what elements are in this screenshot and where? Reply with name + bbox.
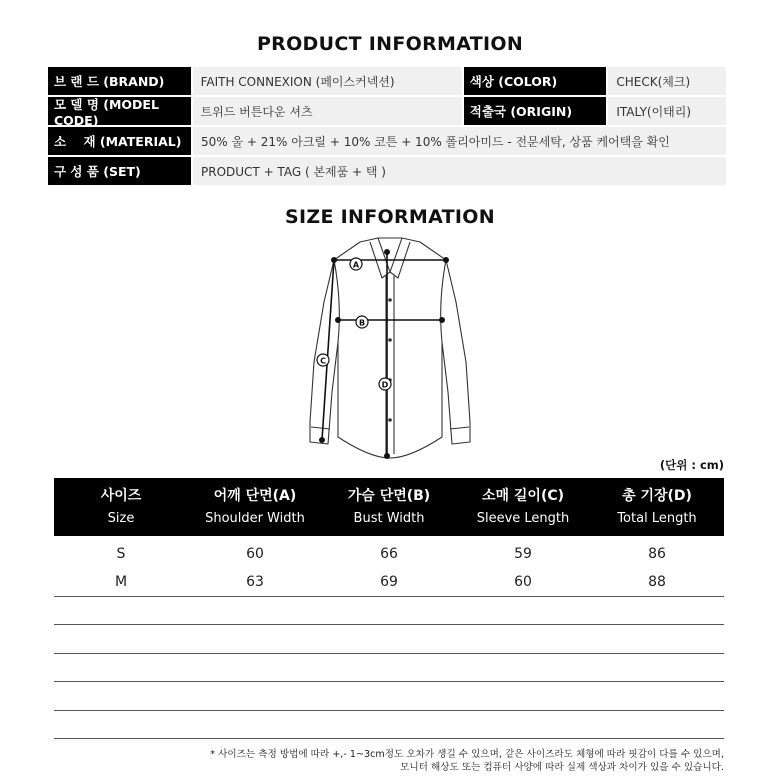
header-total: [590, 478, 724, 536]
cell-sleeve: [456, 625, 590, 653]
info-row-model: [48, 96, 726, 128]
set-label: 구 성 품 (SET): [48, 157, 191, 185]
cell-size: [54, 711, 188, 739]
cell-shoulder: [188, 682, 322, 710]
cell-sleeve: [456, 654, 590, 682]
cell-shoulder: [188, 597, 322, 625]
cell-bust: 66: [380, 546, 398, 562]
header-size: [54, 478, 188, 536]
table-row: [54, 654, 724, 683]
cell-total: [590, 597, 724, 625]
label-a: A: [352, 260, 360, 270]
header-size-en: Size: [107, 510, 135, 526]
size-note-line-2: 모니터 해상도 또는 컴퓨터 사양에 따라 실제 색상과 차이가 있을 수 있습니다.: [400, 762, 724, 773]
cell-total: [590, 711, 724, 739]
cell-size: S: [116, 546, 126, 562]
header-sleeve-ko: 소매 길이(C): [481, 487, 565, 504]
header-shoulder-ko: 어깨 단면(A): [213, 487, 297, 504]
cell-size: [54, 597, 188, 625]
set-value: PRODUCT + TAG ( 본제품 + 택 ): [193, 157, 726, 185]
table-row: [54, 540, 724, 568]
size-information-title: SIZE INFORMATION: [285, 206, 495, 228]
size-table-body: [54, 540, 724, 739]
brand-value: FAITH CONNEXION (페이스커넥션): [193, 67, 462, 95]
table-row: [54, 625, 724, 654]
table-row: [54, 711, 724, 740]
material-value: 50% 울 + 21% 아크릴 + 10% 코튼 + 10% 폴리아미드 - 전문세탁, 상품 케어택을 확인: [193, 127, 726, 155]
cell-shoulder: 63: [246, 573, 264, 590]
label-b: B: [358, 318, 366, 328]
header-shoulder-en: Shoulder Width: [205, 510, 305, 526]
label-b-marker: [356, 316, 368, 328]
table-row: [54, 568, 724, 597]
model-value: 트위드 버튼다운 셔츠: [193, 97, 462, 125]
cell-size: M: [114, 573, 128, 590]
cell-bust: [322, 682, 456, 710]
cell-sleeve: [456, 711, 590, 739]
cell-sleeve: 60: [514, 573, 532, 590]
model-label: 모 델 명 (MODEL CODE): [48, 97, 191, 125]
size-table-header: [54, 478, 724, 536]
cell-bust: [322, 597, 456, 625]
product-information-title: PRODUCT INFORMATION: [256, 33, 524, 55]
cell-total: 88: [648, 573, 666, 590]
cell-total: [590, 654, 724, 682]
cell-sleeve: 59: [514, 546, 532, 562]
cell-shoulder: 60: [246, 546, 264, 562]
label-d-marker: [379, 378, 391, 390]
cell-total: [590, 625, 724, 653]
cell-sleeve: [456, 682, 590, 710]
shirt-measurement-diagram: [290, 232, 490, 464]
origin-value: ITALY(이태리): [608, 97, 726, 125]
product-info-table: [48, 67, 726, 187]
label-c: C: [320, 356, 326, 366]
measurement-lines: [320, 250, 448, 458]
material-label: 소 재 (MATERIAL): [48, 127, 191, 155]
cell-total: 86: [648, 546, 666, 562]
cell-sleeve: [456, 597, 590, 625]
shirt-buttons: [388, 298, 392, 422]
header-shoulder: [188, 478, 322, 536]
cell-size: [54, 654, 188, 682]
cell-bust: [322, 654, 456, 682]
cell-bust: 69: [380, 573, 398, 590]
label-c-marker: [317, 354, 329, 366]
unit-label: (단위 : cm): [659, 458, 724, 472]
label-d: D: [381, 380, 389, 390]
label-a-marker: [350, 258, 362, 270]
header-bust-ko: 가슴 단면(B): [347, 487, 431, 504]
size-note-line-1: * 사이즈는 측정 방법에 따라 +,- 1~3cm정도 오차가 생길 수 있으며, 같은 사이즈라도 체형에 따라 핏감이 다를 수 있으며,: [210, 749, 724, 760]
brand-label: 브 랜 드 (BRAND): [48, 67, 191, 95]
table-row: [54, 597, 724, 626]
header-total-ko: 총 기장(D): [622, 487, 692, 504]
info-row-set: [48, 157, 726, 185]
cell-size: [54, 682, 188, 710]
header-sleeve: [456, 478, 590, 536]
header-total-en: Total Length: [617, 510, 697, 526]
info-row-material: [48, 127, 726, 155]
cell-shoulder: [188, 625, 322, 653]
cell-shoulder: [188, 711, 322, 739]
header-size-ko: 사이즈: [100, 487, 142, 504]
color-label: 색상 (COLOR): [464, 67, 607, 95]
header-bust-en: Bust Width: [353, 510, 425, 526]
origin-label: 적출국 (ORIGIN): [464, 97, 607, 125]
table-row: [54, 682, 724, 711]
header-sleeve-en: Sleeve Length: [476, 510, 570, 526]
cell-size: [54, 625, 188, 653]
cell-shoulder: [188, 654, 322, 682]
info-row-brand: [48, 67, 726, 95]
cell-bust: [322, 625, 456, 653]
color-value: CHECK(체크): [608, 67, 726, 95]
cell-total: [590, 682, 724, 710]
cell-bust: [322, 711, 456, 739]
header-bust: [322, 478, 456, 536]
